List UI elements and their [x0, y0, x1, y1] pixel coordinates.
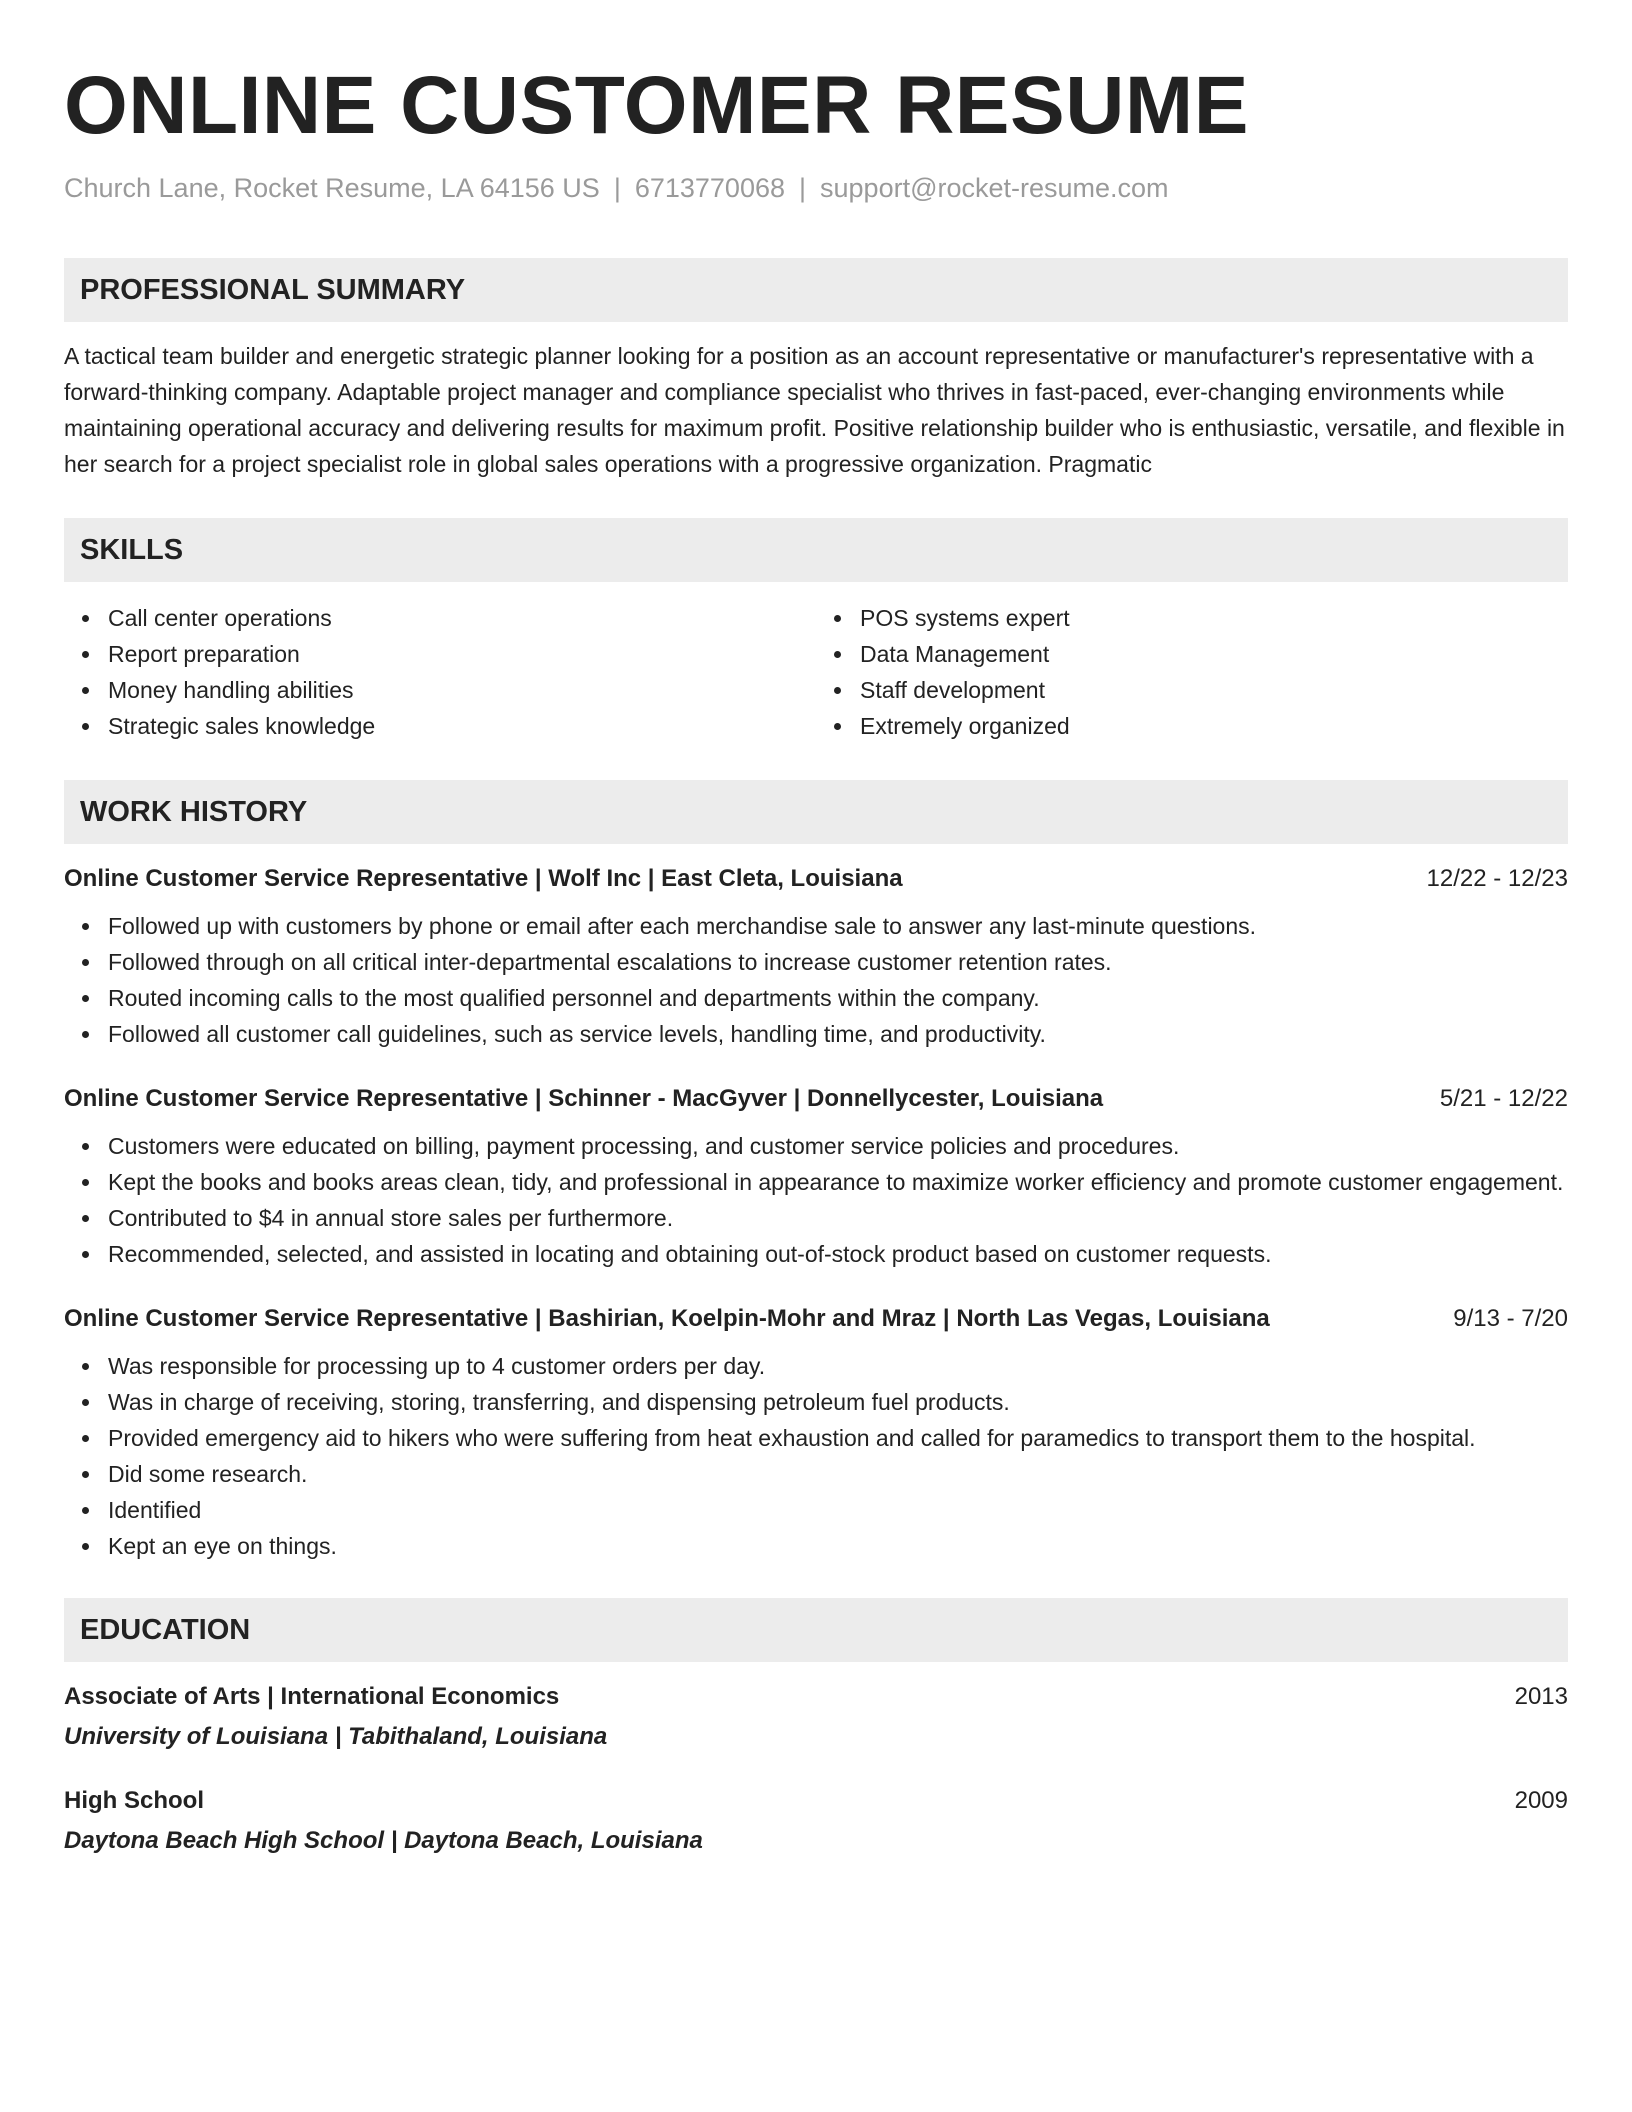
job-bullet: Was responsible for processing up to 4 customer orders per day.: [64, 1348, 1568, 1384]
education-year: 2009: [1514, 1787, 1568, 1814]
skill-item: Report preparation: [64, 636, 816, 672]
summary-section: [64, 258, 1568, 482]
education-heading: EDUCATION: [64, 1598, 1568, 1662]
job-bullet: Followed all customer call guidelines, such as service levels, handling time, and productivity.: [64, 1016, 1568, 1052]
skills-columns: [64, 600, 1568, 744]
resume-name: ONLINE CUSTOMER RESUME: [64, 60, 1249, 151]
job-bullets: [64, 908, 1568, 1052]
job-entry: [64, 1302, 1568, 1564]
job-header: [64, 1302, 1568, 1336]
contact-phone: 6713770068: [634, 173, 785, 203]
job-bullet: Kept an eye on things.: [64, 1528, 1568, 1564]
education-header: [64, 1680, 1568, 1714]
job-dates: 12/22 - 12/23: [1426, 865, 1568, 892]
job-title: Online Customer Service Representative | Schinner - MacGyver | Donnellycester, Louisiana: [64, 1085, 1104, 1112]
skill-item: Strategic sales knowledge: [64, 708, 816, 744]
job-dates: 9/13 - 7/20: [1453, 1305, 1568, 1332]
skill-item: Money handling abilities: [64, 672, 816, 708]
education-entry: [64, 1784, 1568, 1858]
skills-left-column: [64, 600, 816, 744]
contact-address: Church Lane, Rocket Resume, LA 64156 US: [64, 173, 600, 203]
job-dates: 5/21 - 12/22: [1439, 1085, 1568, 1112]
job-bullet: Was in charge of receiving, storing, transferring, and dispensing petroleum fuel products.: [64, 1384, 1568, 1420]
skills-heading: SKILLS: [64, 518, 1568, 582]
summary-text: A tactical team builder and energetic strategic planner looking for a position as an account representative or manufacturer's representative with a forward-thinking company. Adaptable project manager and compliance specialist who thrives in fast-paced, ever-changing environments while maintaining operational accuracy and delivering results for maximum profit. Positive relationship builder who is enthusiastic, versatile, and flexible in her search for a project specialist role in global sales operations with a progressive organization. Pragmatic: [64, 343, 1565, 477]
skills-section: [64, 518, 1568, 744]
education-school: Daytona Beach High School | Daytona Beach, Louisiana: [64, 1827, 703, 1854]
job-bullet: Customers were educated on billing, payment processing, and customer service policies and procedures.: [64, 1128, 1568, 1164]
job-bullet: Provided emergency aid to hikers who were suffering from heat exhaustion and called for paramedics to transport them to the hospital.: [64, 1420, 1568, 1456]
skill-item: POS systems expert: [816, 600, 1568, 636]
skill-item: Data Management: [816, 636, 1568, 672]
job-bullet: Kept the books and books areas clean, tidy, and professional in appearance to maximize worker efficiency and promote customer engagement.: [64, 1164, 1568, 1200]
contact-separator: |: [799, 173, 807, 203]
contact-separator: |: [613, 173, 621, 203]
education-year: 2013: [1514, 1683, 1568, 1710]
education-school: University of Louisiana | Tabithaland, Louisiana: [64, 1723, 608, 1750]
job-bullets: [64, 1348, 1568, 1564]
job-bullet: Followed up with customers by phone or email after each merchandise sale to answer any last-minute questions.: [64, 908, 1568, 944]
education-header: [64, 1784, 1568, 1818]
job-title: Online Customer Service Representative | Bashirian, Koelpin-Mohr and Mraz | North Las Vegas, Louisiana: [64, 1305, 1270, 1332]
education-entry: [64, 1680, 1568, 1754]
job-header: [64, 1082, 1568, 1116]
education-degree: Associate of Arts | International Economics: [64, 1683, 560, 1710]
job-bullets: [64, 1128, 1568, 1272]
job-bullet: Contributed to $4 in annual store sales per furthermore.: [64, 1200, 1568, 1236]
job-entry: [64, 1082, 1568, 1272]
contact-email: support@rocket-resume.com: [820, 173, 1169, 203]
summary-heading: PROFESSIONAL SUMMARY: [64, 258, 1568, 322]
skills-right-column: [816, 600, 1568, 744]
work-heading: WORK HISTORY: [64, 780, 1568, 844]
job-entry: [64, 862, 1568, 1052]
skill-item: Extremely organized: [816, 708, 1568, 744]
education-degree: High School: [64, 1787, 204, 1814]
job-bullet: Routed incoming calls to the most qualified personnel and departments within the company.: [64, 980, 1568, 1016]
job-bullet: Identified: [64, 1492, 1568, 1528]
skill-item: Staff development: [816, 672, 1568, 708]
education-section: [64, 1598, 1568, 1858]
job-bullet: Did some research.: [64, 1456, 1568, 1492]
skill-item: Call center operations: [64, 600, 816, 636]
job-bullet: Followed through on all critical inter-departmental escalations to increase customer retention rates.: [64, 944, 1568, 980]
job-bullet: Recommended, selected, and assisted in locating and obtaining out-of-stock product based on customer requests.: [64, 1236, 1568, 1272]
job-title: Online Customer Service Representative | Wolf Inc | East Cleta, Louisiana: [64, 865, 903, 892]
work-section: [64, 780, 1568, 1564]
job-header: [64, 862, 1568, 896]
contact-line: [64, 170, 1568, 206]
